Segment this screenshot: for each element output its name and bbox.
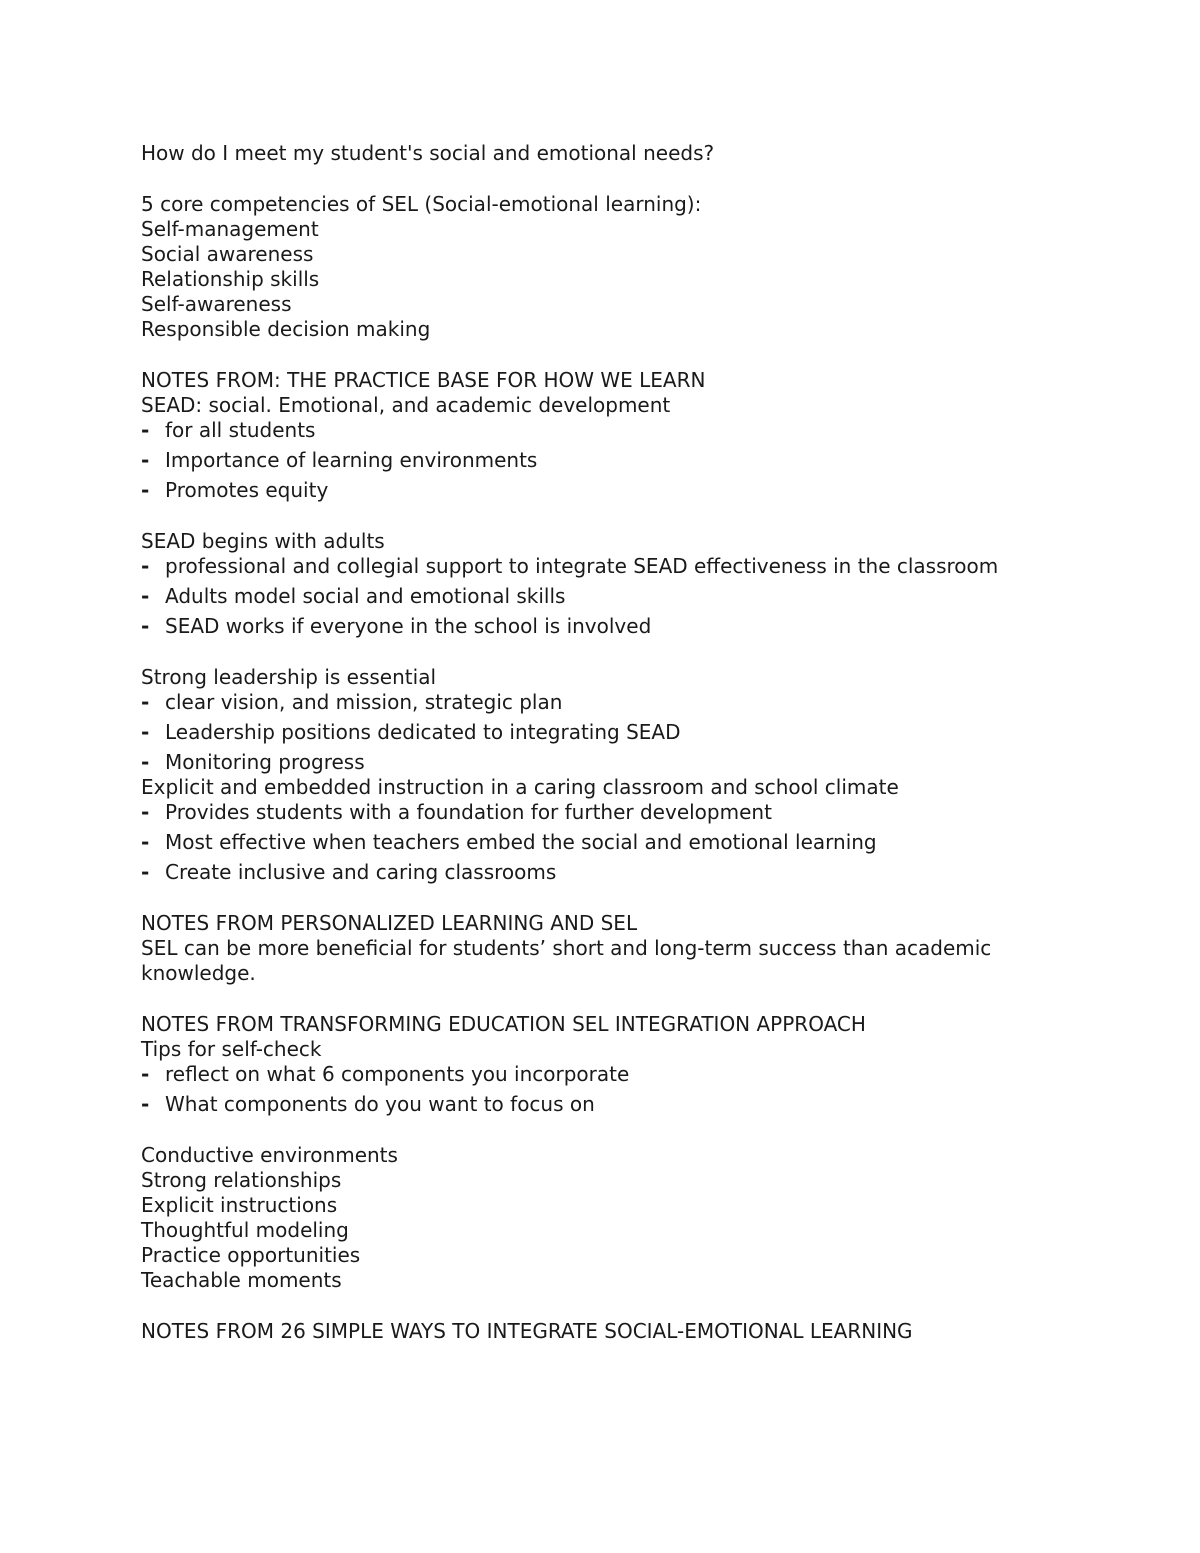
bullet-item <box>141 1062 1081 1087</box>
competency-item: Relationship skills <box>141 267 320 291</box>
section-heading: NOTES FROM 26 SIMPLE WAYS TO INTEGRATE SOCIAL-EMOTIONAL LEARNING <box>141 1319 913 1343</box>
subsection-heading: SEAD begins with adults <box>141 529 385 553</box>
bullet-item <box>141 860 1081 885</box>
bullet-item <box>141 478 1081 503</box>
bullet-item <box>141 448 1081 473</box>
dash-bullet-icon: - <box>141 690 150 714</box>
subsection-heading: Explicit and embedded instruction in a caring classroom and school climate <box>141 775 899 799</box>
competency-item: Responsible decision making <box>141 317 431 341</box>
dash-bullet-icon: - <box>141 418 150 442</box>
bullet-text: Adults model social and emotional skills <box>165 584 566 608</box>
bullet-text: Provides students with a foundation for further development <box>165 800 772 824</box>
simple-ways-section <box>141 1319 1081 1344</box>
dash-bullet-icon: - <box>141 750 150 774</box>
bullet-item <box>141 1092 1081 1117</box>
bullet-item <box>141 720 1081 745</box>
competencies-section <box>141 192 1081 342</box>
bullet-item <box>141 750 1081 775</box>
bullet-text: Leadership positions dedicated to integrating SEAD <box>165 720 681 744</box>
bullet-item <box>141 614 1081 639</box>
bullet-text: Most effective when teachers embed the social and emotional learning <box>165 830 877 854</box>
bullet-item <box>141 690 1081 715</box>
dash-bullet-icon: - <box>141 478 150 502</box>
section-subheading: Tips for self-check <box>141 1037 322 1061</box>
section-heading: NOTES FROM PERSONALIZED LEARNING AND SEL <box>141 911 638 935</box>
competency-item: Self-awareness <box>141 292 292 316</box>
bullet-text: What components do you want to focus on <box>165 1092 595 1116</box>
section-heading: NOTES FROM TRANSFORMING EDUCATION SEL INTEGRATION APPROACH <box>141 1012 866 1036</box>
dash-bullet-icon: - <box>141 860 150 884</box>
bullet-list <box>141 690 1081 775</box>
competencies-heading: 5 core competencies of SEL (Social-emotional learning): <box>141 192 702 216</box>
practice-base-section <box>141 368 1081 885</box>
document-body <box>141 141 1081 1344</box>
bullet-item <box>141 584 1081 609</box>
component-item: Thoughtful modeling <box>141 1218 349 1242</box>
section-subheading: SEAD: social. Emotional, and academic development <box>141 393 671 417</box>
dash-bullet-icon: - <box>141 1062 150 1086</box>
component-item: Explicit instructions <box>141 1193 338 1217</box>
bullet-list <box>141 418 1081 503</box>
component-item: Practice opportunities <box>141 1243 361 1267</box>
personalized-learning-section <box>141 911 1081 986</box>
section-paragraph: SEL can be more beneficial for students’ short and long-term success than academic knowledge. <box>141 936 992 985</box>
bullet-item <box>141 830 1081 855</box>
component-item: Teachable moments <box>141 1268 342 1292</box>
bullet-list <box>141 800 1081 885</box>
bullet-text: Promotes equity <box>165 478 329 502</box>
bullet-item <box>141 800 1081 825</box>
dash-bullet-icon: - <box>141 1092 150 1116</box>
dash-bullet-icon: - <box>141 720 150 744</box>
bullet-text: professional and collegial support to integrate SEAD effectiveness in the classroom <box>165 554 999 578</box>
dash-bullet-icon: - <box>141 448 150 472</box>
bullet-item <box>141 554 1081 579</box>
dash-bullet-icon: - <box>141 584 150 608</box>
transforming-education-section <box>141 1012 1081 1293</box>
dash-bullet-icon: - <box>141 830 150 854</box>
section-heading: NOTES FROM: THE PRACTICE BASE FOR HOW WE LEARN <box>141 368 706 392</box>
competency-item: Social awareness <box>141 242 314 266</box>
bullet-item <box>141 418 1081 443</box>
dash-bullet-icon: - <box>141 800 150 824</box>
bullet-text: Importance of learning environments <box>165 448 538 472</box>
bullet-text: for all students <box>165 418 316 442</box>
bullet-list <box>141 554 1081 639</box>
bullet-text: Monitoring progress <box>165 750 365 774</box>
bullet-list <box>141 1062 1081 1117</box>
bullet-text: Create inclusive and caring classrooms <box>165 860 557 884</box>
dash-bullet-icon: - <box>141 614 150 638</box>
guiding-question: How do I meet my student's social and emotional needs? <box>141 141 715 165</box>
subsection-heading: Strong leadership is essential <box>141 665 436 689</box>
component-item: Conductive environments <box>141 1143 398 1167</box>
bullet-text: reflect on what 6 components you incorporate <box>165 1062 630 1086</box>
dash-bullet-icon: - <box>141 554 150 578</box>
competency-item: Self-management <box>141 217 319 241</box>
bullet-text: SEAD works if everyone in the school is involved <box>165 614 652 638</box>
bullet-text: clear vision, and mission, strategic plan <box>165 690 563 714</box>
component-item: Strong relationships <box>141 1168 342 1192</box>
